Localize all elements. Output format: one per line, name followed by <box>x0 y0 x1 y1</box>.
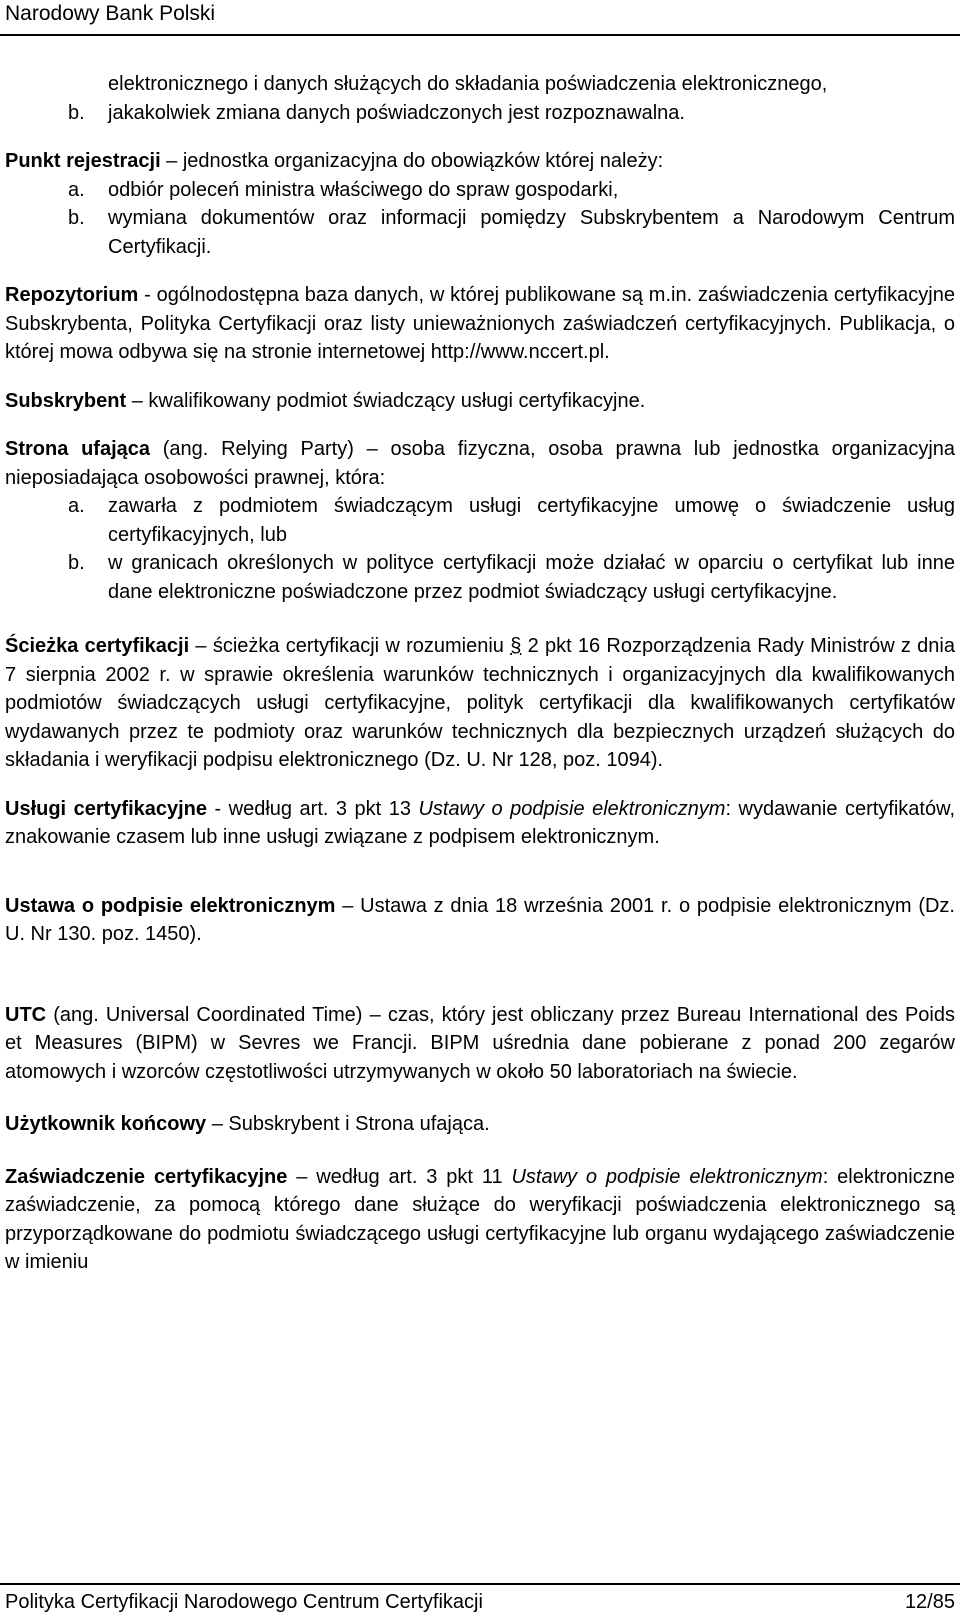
page-header <box>0 0 960 40</box>
list-marker: b. <box>68 552 85 574</box>
definition-text: – jednostka organizacyjna do obowiązków której należy: <box>160 150 664 172</box>
definition-subskrybent <box>5 387 955 416</box>
definition-text: – kwalifikowany podmiot świadczący usługi certyfikacyjne. <box>126 389 646 412</box>
section-symbol: § <box>510 635 522 657</box>
list-item-text: odbiór poleceń ministra właściwego do spraw gospodarki, <box>108 178 619 201</box>
definition-sciezka-certyfikacji <box>5 632 955 775</box>
definition-text: - ogólnodostępna baza danych, w której publikowane są m.in. zaświadczenia certyfikacyjne Subskrybenta, Polityka Certyfikacji oraz listy unieważnionych zaświadczeń certyfikacyjnych. Publikacja, o której mowa odbywa się na stronie internetowej http://www.nccert.pl. <box>5 284 955 363</box>
document-body <box>5 70 955 1277</box>
header-divider <box>0 34 960 36</box>
definition-text: – Subskrybent i Strona ufająca. <box>206 1113 490 1135</box>
definition-repozytorium <box>5 281 955 367</box>
footer-divider <box>0 1583 960 1585</box>
definition-text: (ang. Relying Party) – osoba fizyczna, osoba prawna lub jednostka organizacyjna nieposiadająca osobowości prawnej, która: <box>5 438 956 489</box>
definition-term: Usługi certyfikacyjne <box>5 797 208 820</box>
definition-term: Strona ufająca <box>5 438 151 460</box>
definition-punkt-rejestracji <box>5 147 955 176</box>
definition-uslugi-certyfikacyjne <box>5 795 955 852</box>
definition-text: – Ustawa z dnia 18 września 2001 r. o podpisie elektronicznym (Dz. U. Nr 130. poz. 1450). <box>5 894 955 945</box>
definition-term: Użytkownik końcowy <box>5 1113 207 1135</box>
definition-zaswiadczenie-certyfikacyjne <box>5 1163 955 1277</box>
definition-strona-ufajaca <box>5 435 955 492</box>
header-title: Narodowy Bank Polski <box>5 2 216 25</box>
continued-item-text: elektronicznego i danych służących do składania poświadczenia elektronicznego, <box>108 73 828 95</box>
definition-term: Repozytorium <box>5 284 139 306</box>
list-item-text: w granicach określonych w polityce certyfikacji może działać w oparciu o certyfikat lub inne dane elektroniczne poświadczone przez podmiot świadczący usługi certyfikacyjne. <box>108 552 955 603</box>
footer-document-title: Polityka Certyfikacji Narodowego Centrum Certyfikacji <box>5 1591 483 1613</box>
definition-term: UTC <box>5 1003 47 1026</box>
page-number: 12/85 <box>904 1591 955 1613</box>
list-item-text: zawarła z podmiotem świadczącym usługi certyfikacyjne umowę o świadczenie usług certyfikacyjnych, lub <box>108 495 955 546</box>
law-title: Ustawy o podpisie elektronicznym <box>511 1165 823 1188</box>
list-item <box>5 549 955 606</box>
list-item <box>5 176 955 205</box>
list-item <box>5 204 955 261</box>
definition-term: Ustawa o podpisie elektronicznym <box>5 894 336 917</box>
definition-ustawa <box>5 892 955 949</box>
definition-uzytkownik-koncowy <box>5 1110 955 1139</box>
definition-term: Zaświadczenie certyfikacyjne <box>5 1165 288 1188</box>
definition-term: Ścieżka certyfikacji <box>5 635 190 657</box>
list-marker: a. <box>68 178 85 201</box>
definition-text: – ścieżka certyfikacji w rozumieniu <box>189 635 511 657</box>
definition-term: Punkt rejestracji <box>5 150 161 172</box>
definition-term: Subskrybent <box>5 389 127 412</box>
law-title: Ustawy o podpisie elektronicznym <box>418 797 726 820</box>
list-item-text: wymiana dokumentów oraz informacji pomiędzy Subskrybentem a Narodowym Centrum Certyfikacji. <box>108 207 955 258</box>
continued-list-item-b <box>5 99 955 128</box>
definition-text: (ang. Universal Coordinated Time) – czas, który jest obliczany przez Bureau International des Poids et Measures (BIPM) w Sevres we Francji. BIPM uśrednia dane pobierane z ponad 200 zegarów atomowych i wzorców częstotliwości utrzymywanych w około 50 laboratoriach na świecie. <box>5 1003 955 1083</box>
definition-text: : elektroniczne zaświadczenie, za pomocą którego dane służące do weryfikacji poświadczenia elektronicznego są przyporządkowane do podmiotu świadczącego usługi certyfikacyjne lub organu wydającego zaświadczenie w imieniu <box>5 1165 955 1273</box>
list-marker: b. <box>68 101 85 124</box>
definition-text: - według art. 3 pkt 13 <box>207 797 419 820</box>
list-marker: b. <box>68 207 85 229</box>
list-item <box>5 492 955 549</box>
definition-text: : wydawanie certyfikatów, znakowanie czasem lub inne usługi związane z podpisem elektronicznym. <box>5 797 956 848</box>
definition-text: – według art. 3 pkt 11 <box>287 1165 512 1188</box>
list-marker: a. <box>68 495 85 517</box>
definition-utc <box>5 1001 955 1087</box>
definition-text: 2 pkt 16 Rozporządzenia Rady Ministrów z dnia 7 sierpnia 2002 r. w sprawie określenia warunków technicznych i organizacyjnych dla kwalifikowanych podmiotów świadczących usługi certyfikacyjne, polityk certyfikacji dla kwalifikowanych certyfikatów wydawanych przez te podmioty oraz warunków technicznych dla bezpiecznych urządzeń służących do składania i weryfikacji podpisu elektronicznego (Dz. U. Nr 128, poz. 1094). <box>5 635 955 771</box>
list-item-text: jakakolwiek zmiana danych poświadczonych jest rozpoznawalna. <box>108 101 685 124</box>
